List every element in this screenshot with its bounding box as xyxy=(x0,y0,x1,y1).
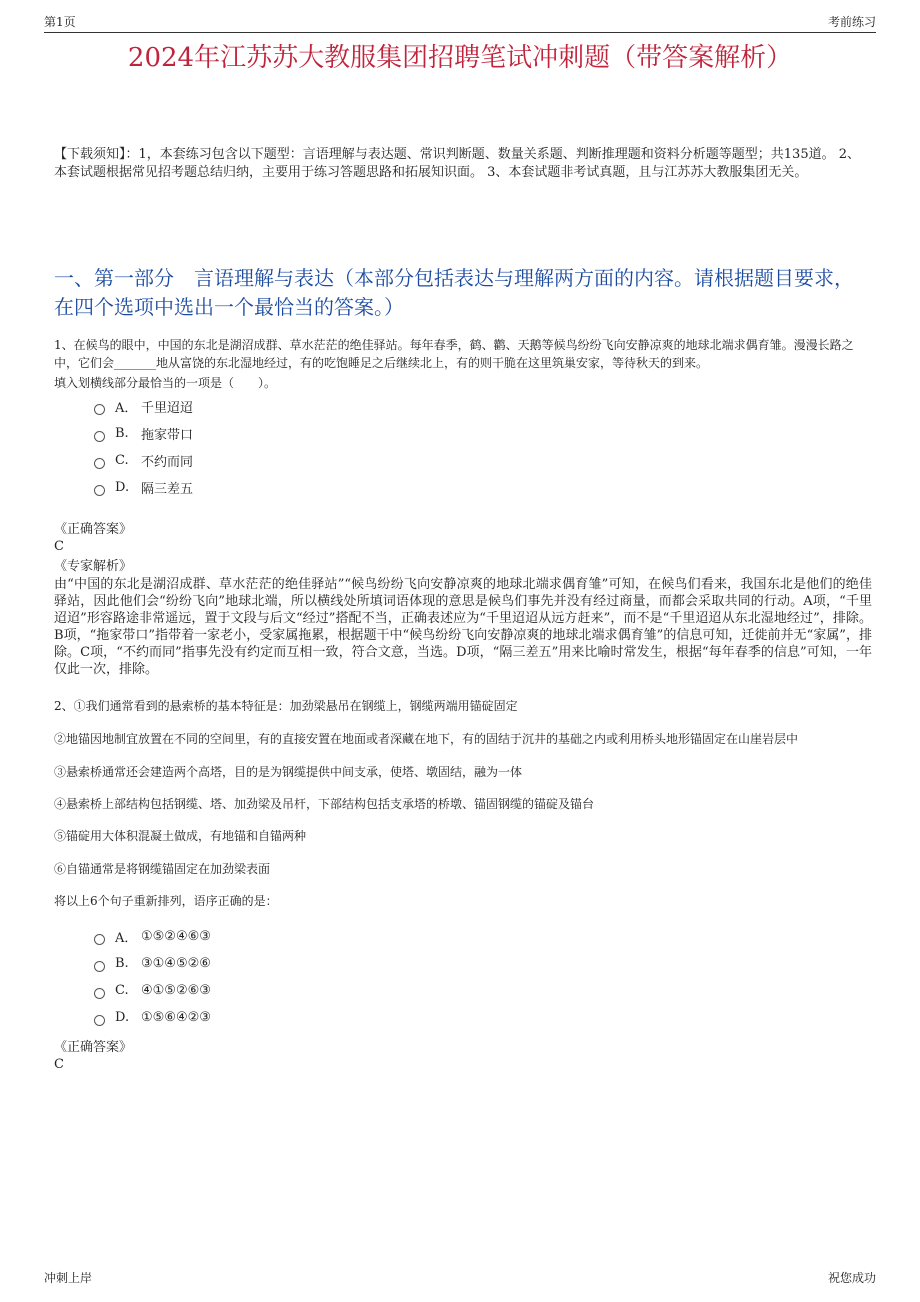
footer-right-text: 祝您成功 xyxy=(827,1271,876,1285)
radio-icon[interactable] xyxy=(94,404,105,415)
question-2-sentence-2: ②地锚因地制宜放置在不同的空间里，有的直接安置在地面或者深藏在地下，有的固结于沉井的基础之内或利用桥头地形锚固定在山崖岩层中 xyxy=(54,732,799,746)
section-heading: 一、第一部分 言语理解与表达（本部分包括表达与理解两方面的内容。请根据题目要求，在四个选项中选出一个最恰当的答案。） xyxy=(54,266,854,319)
question-2-sentence-5: ⑤锚碇用大体积混凝土做成，有地锚和自锚两种 xyxy=(54,829,307,843)
option-letter: C. xyxy=(115,453,129,468)
question-1-stem: 1、在候鸟的眼中，中国的东北是湖沼成群、草水茫茫的绝佳驿站。每年春季，鹤、鹳、天鹅等候鸟纷纷飞向安静凉爽的地球北端求偶育雏。漫漫长路之中，它们会_______地从富饶的东北湿地经过，有的吃饱睡足之后继续北上，有的则干脆在这里筑巢安家，等待秋天的到来。 xyxy=(54,338,854,370)
footer-left-text: 冲刺上岸 xyxy=(44,1271,93,1285)
option-letter: B. xyxy=(115,426,129,441)
option-text: ①⑤⑥④②③ xyxy=(141,1010,211,1025)
option-letter: C. xyxy=(115,983,129,998)
question-1-option-d[interactable] xyxy=(94,474,193,501)
question-2-sentence-6: ⑥自锚通常是将钢缆锚固定在加劲梁表面 xyxy=(54,862,271,876)
question-1-instruction: 填入划横线部分最恰当的一项是（ ）。 xyxy=(54,376,277,390)
option-letter: A． xyxy=(115,401,138,416)
option-text: ①⑤②④⑥③ xyxy=(141,929,211,944)
answer-value: C xyxy=(54,539,64,554)
question-2-option-a[interactable] xyxy=(94,923,211,950)
option-text: 不约而同 xyxy=(141,455,194,470)
option-letter: A． xyxy=(115,931,138,946)
answer-label: 《正确答案》 xyxy=(54,522,133,537)
question-2-option-c[interactable] xyxy=(94,977,211,1004)
question-2-options xyxy=(94,923,211,1031)
page-header xyxy=(44,14,876,33)
question-2-sentence-4: ④悬索桥上部结构包括钢缆、塔、加劲梁及吊杆，下部结构包括支承塔的桥墩、锚固钢缆的锚碇及锚台 xyxy=(54,797,595,811)
option-letter: B. xyxy=(115,956,129,971)
answer-value: C xyxy=(54,1057,64,1072)
radio-icon[interactable] xyxy=(94,988,105,999)
document-title: 2024年江苏苏大教服集团招聘笔试冲刺题（带答案解析） xyxy=(127,43,793,73)
radio-icon[interactable] xyxy=(94,431,105,442)
option-text: 隔三差五 xyxy=(141,482,194,497)
question-2-option-b[interactable] xyxy=(94,950,211,977)
analysis-label: 《专家解析》 xyxy=(54,559,133,574)
question-1-analysis: 由“中国的东北是湖沼成群、草水茫茫的绝佳驿站”“候鸟纷纷飞向安静凉爽的地球北端求偶育雏”可知，在候鸟们看来，我国东北是他们的绝佳驿站，因此他们会“纷纷飞向”地球北端，所以横线处所填词语体现的意思是候鸟们事先并没有经过商量，而都会采取共同的行动。A项，“千里迢迢”形容路途非常遥远，置于文段与后文“经过”搭配不当，正确表述应为“千里迢迢从远方赶来”，而不是“千里迢迢从东北湿地经过”，排除。B项，“拖家带口”指带着一家老小，受家属拖累，根据题干中“候鸟纷纷飞向安静凉爽的地球北端求偶育雏”的信息可知，迁徙前并无“家属”，排除。C项，“不约而同”指事先没有约定而互相一致，符合文意，当选。D项，“隔三差五”用来比喻时常发生，根据“每年春季的信息”可知，一年仅此一次，排除。 xyxy=(54,577,872,677)
download-notice: 【下载须知】：1，本套练习包含以下题型：言语理解与表达题、常识判断题、数量关系题、判断推理题和资料分析题等题型；共135道。 2、本套试题根据常见招考题总结归纳，主要用于练习答题思路和拓展知识面。 3、本套试题非考试真题，且与江苏苏大教服集团无关。 xyxy=(54,147,860,180)
question-2-sentence-1: 2、①我们通常看到的悬索桥的基本特征是：加劲梁悬吊在钢缆上，钢缆两端用锚碇固定 xyxy=(54,699,518,713)
question-1-answer xyxy=(54,521,132,555)
page-number: 第1页 xyxy=(44,15,76,29)
radio-icon[interactable] xyxy=(94,485,105,496)
option-text: ④①⑤②⑥③ xyxy=(141,983,211,998)
question-2-option-d[interactable] xyxy=(94,1004,211,1031)
option-letter: D. xyxy=(115,1010,130,1025)
option-text: 千里迢迢 xyxy=(141,401,194,416)
radio-icon[interactable] xyxy=(94,961,105,972)
header-label: 考前练习 xyxy=(827,15,876,29)
radio-icon[interactable] xyxy=(94,458,105,469)
option-text: ③①④⑤②⑥ xyxy=(141,956,211,971)
question-1-option-a[interactable] xyxy=(94,393,193,420)
question-2-instruction: 将以上6个句子重新排列，语序正确的是： xyxy=(54,894,278,908)
radio-icon[interactable] xyxy=(94,1015,105,1026)
question-2-answer xyxy=(54,1039,132,1073)
option-letter: D. xyxy=(115,480,130,495)
option-text: 拖家带口 xyxy=(141,428,194,443)
radio-icon[interactable] xyxy=(94,934,105,945)
answer-label: 《正确答案》 xyxy=(54,1040,133,1055)
question-1-options xyxy=(94,393,193,501)
question-1-option-c[interactable] xyxy=(94,447,193,474)
question-1-option-b[interactable] xyxy=(94,420,193,447)
question-2-sentence-3: ③悬索桥通常还会建造两个高塔，目的是为钢缆提供中间支承，使塔、墩固结，融为一体 xyxy=(54,765,523,779)
